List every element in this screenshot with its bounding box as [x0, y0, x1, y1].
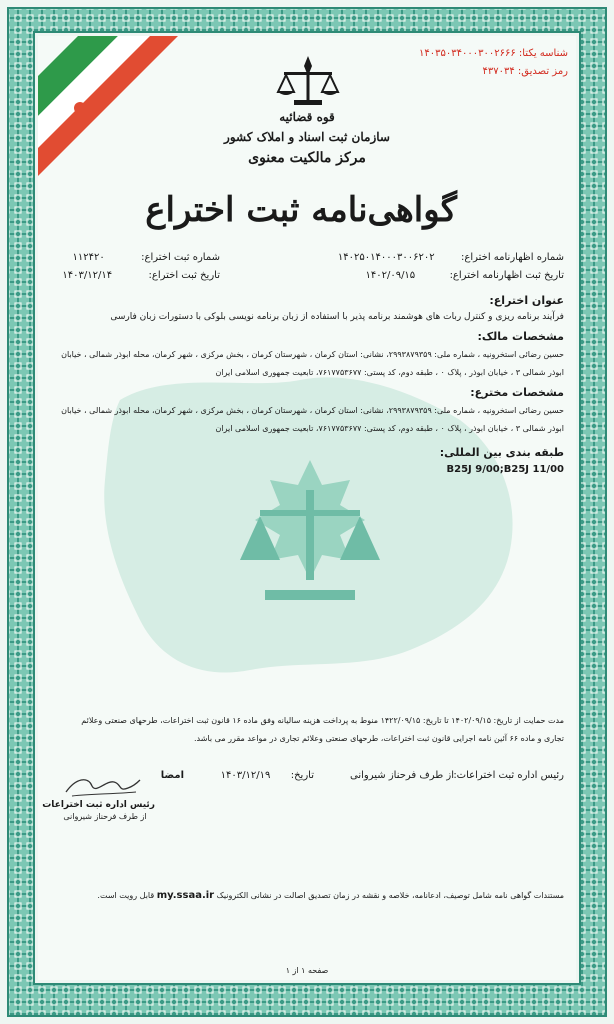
- stamp-subtitle: از طرف فرحناز شیروانی: [63, 812, 147, 821]
- org-judiciary: قوه قضائیه: [279, 110, 335, 124]
- classification-heading: طبقه بندی بین المللی:: [439, 446, 564, 459]
- ssaa-link[interactable]: my.ssaa.ir: [156, 890, 215, 901]
- org-registry: سازمان ثبت اسناد و املاک کشور: [224, 130, 390, 144]
- verification-code: رمز تصدیق: ۴۳۷۰۳۴: [482, 66, 568, 77]
- invention-title-text: فرآیند برنامه ریزی و کنترل ربات های هوشمند برنامه پذیر با استفاده از زبان برنامه نویسی بلوکی با دستورات زبان فارسی: [110, 312, 564, 322]
- owner-line1: حسین رضائی استخرونیه ، شماره ملی: ۲۹۹۳۸۷۹۳۵۹، نشانی: استان کرمان ، شهرستان کرمان ، بخش مرکزی ، شهر کرمان، محله ابوذر شمالی ، خیابان: [61, 350, 564, 359]
- on-behalf-text: از طرف فرحناز شیروانی: [350, 770, 454, 781]
- protection-line2: تجاری و ماده ۶۶ آئین نامه اجرایی قانون ثبت اختراعات، طرحهای صنعتی وعلائم تجاری در مواعد مقرر می باشد.: [194, 734, 564, 743]
- signature-date: تاریخ: ۱۴۰۳/۱۲/۱۹: [220, 770, 314, 781]
- classification-value: B25J 9/00;B25J 11/00: [446, 464, 564, 475]
- org-center: مرکز مالکیت معنوی: [248, 150, 366, 166]
- inventor-line1: حسین رضائی استخرونیه ، شماره ملی: ۲۹۹۳۸۷۹۳۵۹، نشانی: استان کرمان ، شهرستان کرمان ، بخش مرکزی ، شهر کرمان، محله ابوذر شمالی ، خیابان: [61, 406, 564, 415]
- owner-line2: ابوذر شمالی ۳ ، خیابان ابوذر ، پلاک ۰ ، طبقه دوم، کد پستی: ۷۶۱۷۷۵۳۶۷۷، تابعیت جمهوری اسلامی ایران: [215, 368, 564, 377]
- flag-ribbon: [38, 36, 178, 206]
- registration-number: شماره ثبت اختراع: ۱۱۲۴۲۰: [72, 252, 220, 263]
- declaration-number: شماره اظهارنامه اختراع: ۱۴۰۲۵۰۱۴۰۰۰۳۰۰۶۲۰۲: [337, 252, 564, 263]
- stamp-title: رئیس اداره ثبت اختراعات: [42, 800, 155, 810]
- tracking-id: شناسه یکتا: ۱۴۰۳۵۰۳۴۰۰۰۳۰۰۲۶۶۶: [419, 48, 568, 59]
- declaration-date: تاریخ ثبت اظهارنامه اختراع: ۱۴۰۲/۰۹/۱۵: [365, 270, 564, 281]
- inventor-line2: ابوذر شمالی ۳ ، خیابان ابوذر ، پلاک ۰ ، طبقه دوم، کد پستی: ۷۶۱۷۷۵۳۶۷۷، تابعیت جمهوری اسلامی ایران: [215, 424, 564, 433]
- protection-line1: مدت حمایت از تاریخ: ۱۴۰۲/۰۹/۱۵ تا تاریخ: ۱۴۲۲/۰۹/۱۵ منوط به پرداخت هزینه سالیانه وفق ماده ۱۶ قانون ثبت اختراعات، طرحهای صنعتی وعلائم: [81, 716, 564, 725]
- registration-date: تاریخ ثبت اختراع: ۱۴۰۳/۱۲/۱۴: [62, 270, 220, 281]
- judiciary-emblem-icon: [276, 52, 340, 112]
- inventor-heading: مشخصات مخترع:: [470, 386, 564, 399]
- footer-note: مستندات گواهی نامه شامل توصیف، ادعانامه، خلاصه و نقشه در زمان تصدیق اصالت در نشانی الکترونیک my.ssaa.ir قابل رویت است.: [97, 890, 564, 901]
- page-number: صفحه ۱ از ۱: [285, 966, 329, 975]
- head-of-office-label: رئیس اداره ثبت اختراعات:: [453, 770, 564, 781]
- signature-mark: [62, 772, 142, 800]
- certificate-title: گواهی‌نامه ثبت اختراع: [145, 190, 457, 230]
- sign-label: امضا: [160, 770, 184, 781]
- owner-heading: مشخصات مالک:: [477, 330, 564, 343]
- invention-title-heading: عنوان اختراع:: [489, 294, 564, 307]
